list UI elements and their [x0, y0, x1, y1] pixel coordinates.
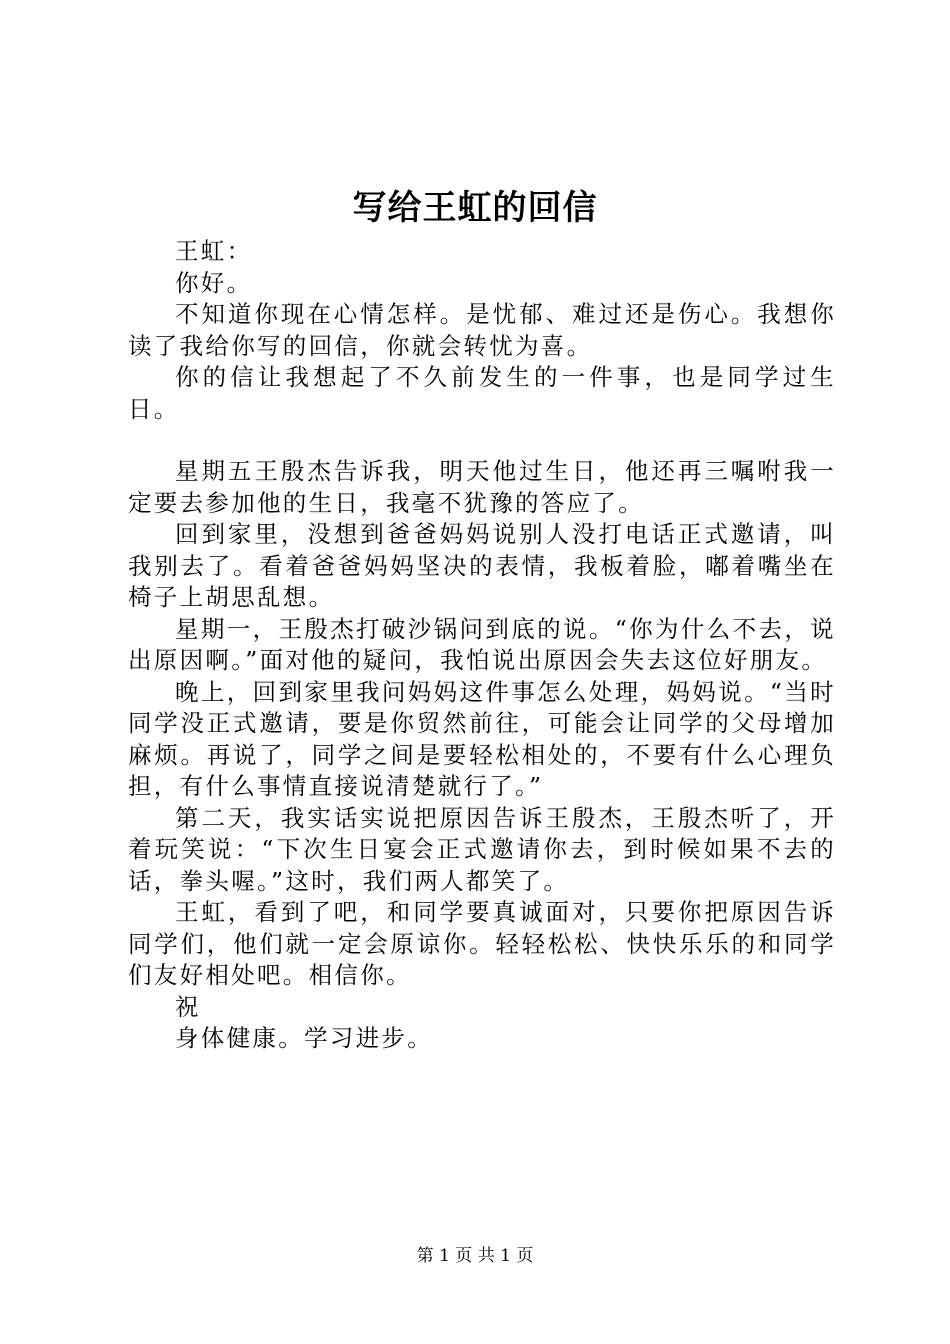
- closing-blessing: 身体健康。学习进步。: [175, 1024, 433, 1052]
- paragraph: 星期五王殷杰告诉我，明天他过生日，他还再三嘱咐我一定要去参加他的生日，我毫不犹豫的答应了。: [128, 457, 836, 517]
- paragraph: 第二天，我实话实说把原因告诉王殷杰，王殷杰听了，开着玩笑说：“下次生日宴会正式邀请你去，到时候如果不去的话，拳头喔。”这时，我们两人都笑了。: [128, 803, 836, 895]
- page-footer: 第 1 页 共 1 页: [416, 1246, 534, 1266]
- paragraph: 你的信让我想起了不久前发生的一件事，也是同学过生日。: [128, 363, 836, 423]
- paragraph: 星期一，王殷杰打破沙锅问到底的说。“你为什么不去，说出原因啊。”面对他的疑问，我怕说出原因会失去这位好朋友。: [128, 614, 836, 674]
- greeting: 你好。: [175, 268, 253, 297]
- letter-body: [128, 236, 836, 1055]
- paragraph: 王虹，看到了吧，和同学要真诚面对，只要你把原因告诉同学们，他们就一定会原谅你。轻轻松松、快快乐乐的和同学们友好相处吧。相信你。: [128, 898, 836, 989]
- paragraph: 晚上，回到家里我问妈妈这件事怎么处理，妈妈说。“当时同学没正式邀请，要是你贸然前往，可能会让同学的父母增加麻烦。再说了，同学之间是要轻松相处的，不要有什么心理负担，有什么事情直接说清楚就行了。”: [128, 677, 836, 800]
- salutation: 王虹：: [175, 237, 253, 265]
- page-title: 写给王虹的回信: [352, 188, 598, 228]
- closing-wish: 祝: [175, 992, 201, 1021]
- paragraph: 回到家里，没想到爸爸妈妈说别人没打电话正式邀请，叫我别去了。看着爸爸妈妈坚决的表情，我板着脸，嘟着嘴坐在椅子上胡思乱想。: [128, 520, 836, 611]
- paragraph: 不知道你现在心情怎样。是忧郁、难过还是伤心。我想你读了我给你写的回信，你就会转忧为喜。: [128, 300, 836, 360]
